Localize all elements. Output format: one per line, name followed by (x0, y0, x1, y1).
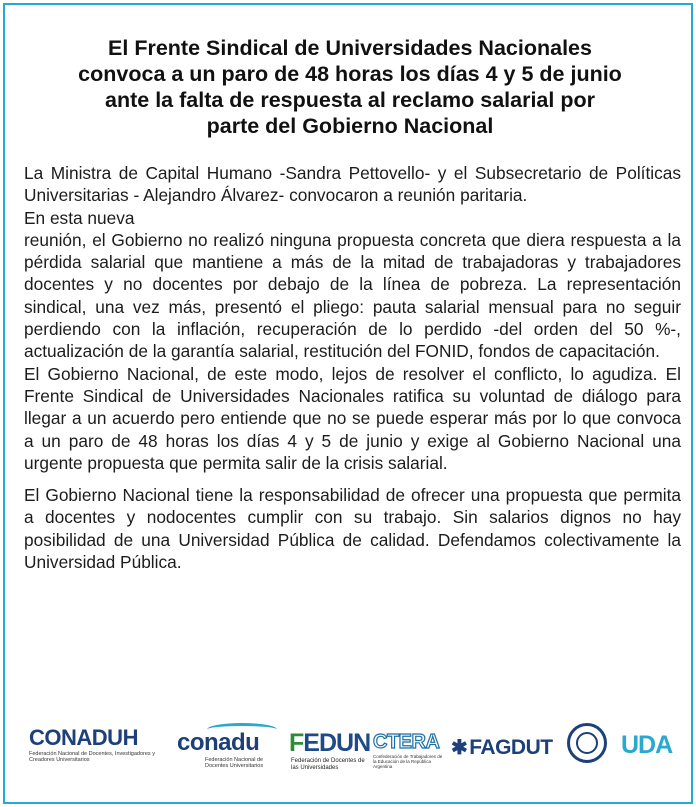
union-logos-row (23, 723, 683, 783)
uda-logo (621, 731, 681, 760)
logo-subtitle: Federación de Docentes de las Universidades (291, 758, 365, 771)
fagdut-logo (451, 735, 561, 760)
logo-word: conadu (177, 729, 260, 756)
logo-subtitle: Federación Nacional de Docentes, Investigadores y Creadores Universitarios (29, 751, 155, 763)
logo-arc (207, 723, 277, 736)
paragraph: reunión, el Gobierno no realizó ninguna propuesta concreta que diera respuesta a la pérdida salarial que mantiene a más de la mitad de trabajadoras y trabajadores docentes y no docentes por debajo de la línea de pobreza. La representación sindical, una vez más, presentó el pliego: pauta salarial mensual para no seguir perdiendo con la inflación, recuperación de lo perdido -del orden del 50 %-, actualización de la garantía salarial, restitución del FONID, fondos de capacitación. (24, 229, 681, 362)
logo-word: EDUN (303, 729, 371, 757)
paragraph: El Gobierno Nacional, de este modo, lejos de resolver el conflicto, lo agudiza. El Frente Sindical de Universidades Nacionales ratifica su voluntad de diálogo para llegar a un acuerdo pero entiende que no se puede esperar más por lo que convoca a un paro de 48 horas los días 4 y 5 de junio y exige al Gobierno Nacional una urgente propuesta que permita salir de la crisis salarial. (24, 363, 681, 473)
logo-subtitle: Confederación de Trabajadores de la Educación de la República Argentina (373, 754, 443, 769)
logo-word: CONADU (29, 725, 123, 750)
paragraph: El Gobierno Nacional tiene la responsabilidad de ofrecer una propuesta que permita a docentes y nodocentes cumplir con su trabajo. Sin salarios dignos no hay posibilidad de una Universidad Pública de calidad. Defendamos colectivamente la Universidad Pública. (24, 485, 681, 573)
headline-line: El Frente Sindical de Universidades Nacionales (108, 36, 592, 60)
paragraph: La Ministra de Capital Humano -Sandra Pettovello- y el Subsecretario de Políticas Universitarias - Alejandro Álvarez- convocaron a reunión paritaria. (24, 163, 681, 206)
ctera-logo (373, 731, 447, 769)
headline-line: convoca a un paro de 48 horas los días 4 y 5 de junio (78, 62, 622, 86)
conadu-historica-logo (29, 725, 169, 763)
paragraph: En esta nueva (24, 207, 135, 228)
seal-inner-ring (576, 732, 598, 754)
statement-body (24, 162, 681, 573)
headline-line: parte del Gobierno Nacional (206, 114, 494, 138)
logo-mark: H (122, 725, 138, 750)
headline (25, 35, 675, 139)
star-icon: ✱ (451, 737, 468, 759)
conadu-logo (177, 723, 287, 769)
logo-word: FAGDUT (469, 736, 553, 759)
union-seal-logo (567, 723, 607, 763)
fedun-logo (289, 729, 371, 772)
logo-subtitle: Federación Nacional de Docentes Universitarios (205, 757, 264, 769)
logo-word: CTERA (373, 731, 440, 753)
document-frame (3, 3, 693, 804)
logo-mark: F (289, 729, 304, 757)
logo-word: UDA (621, 731, 673, 759)
headline-line: ante la falta de respuesta al reclamo salarial por (105, 88, 595, 112)
